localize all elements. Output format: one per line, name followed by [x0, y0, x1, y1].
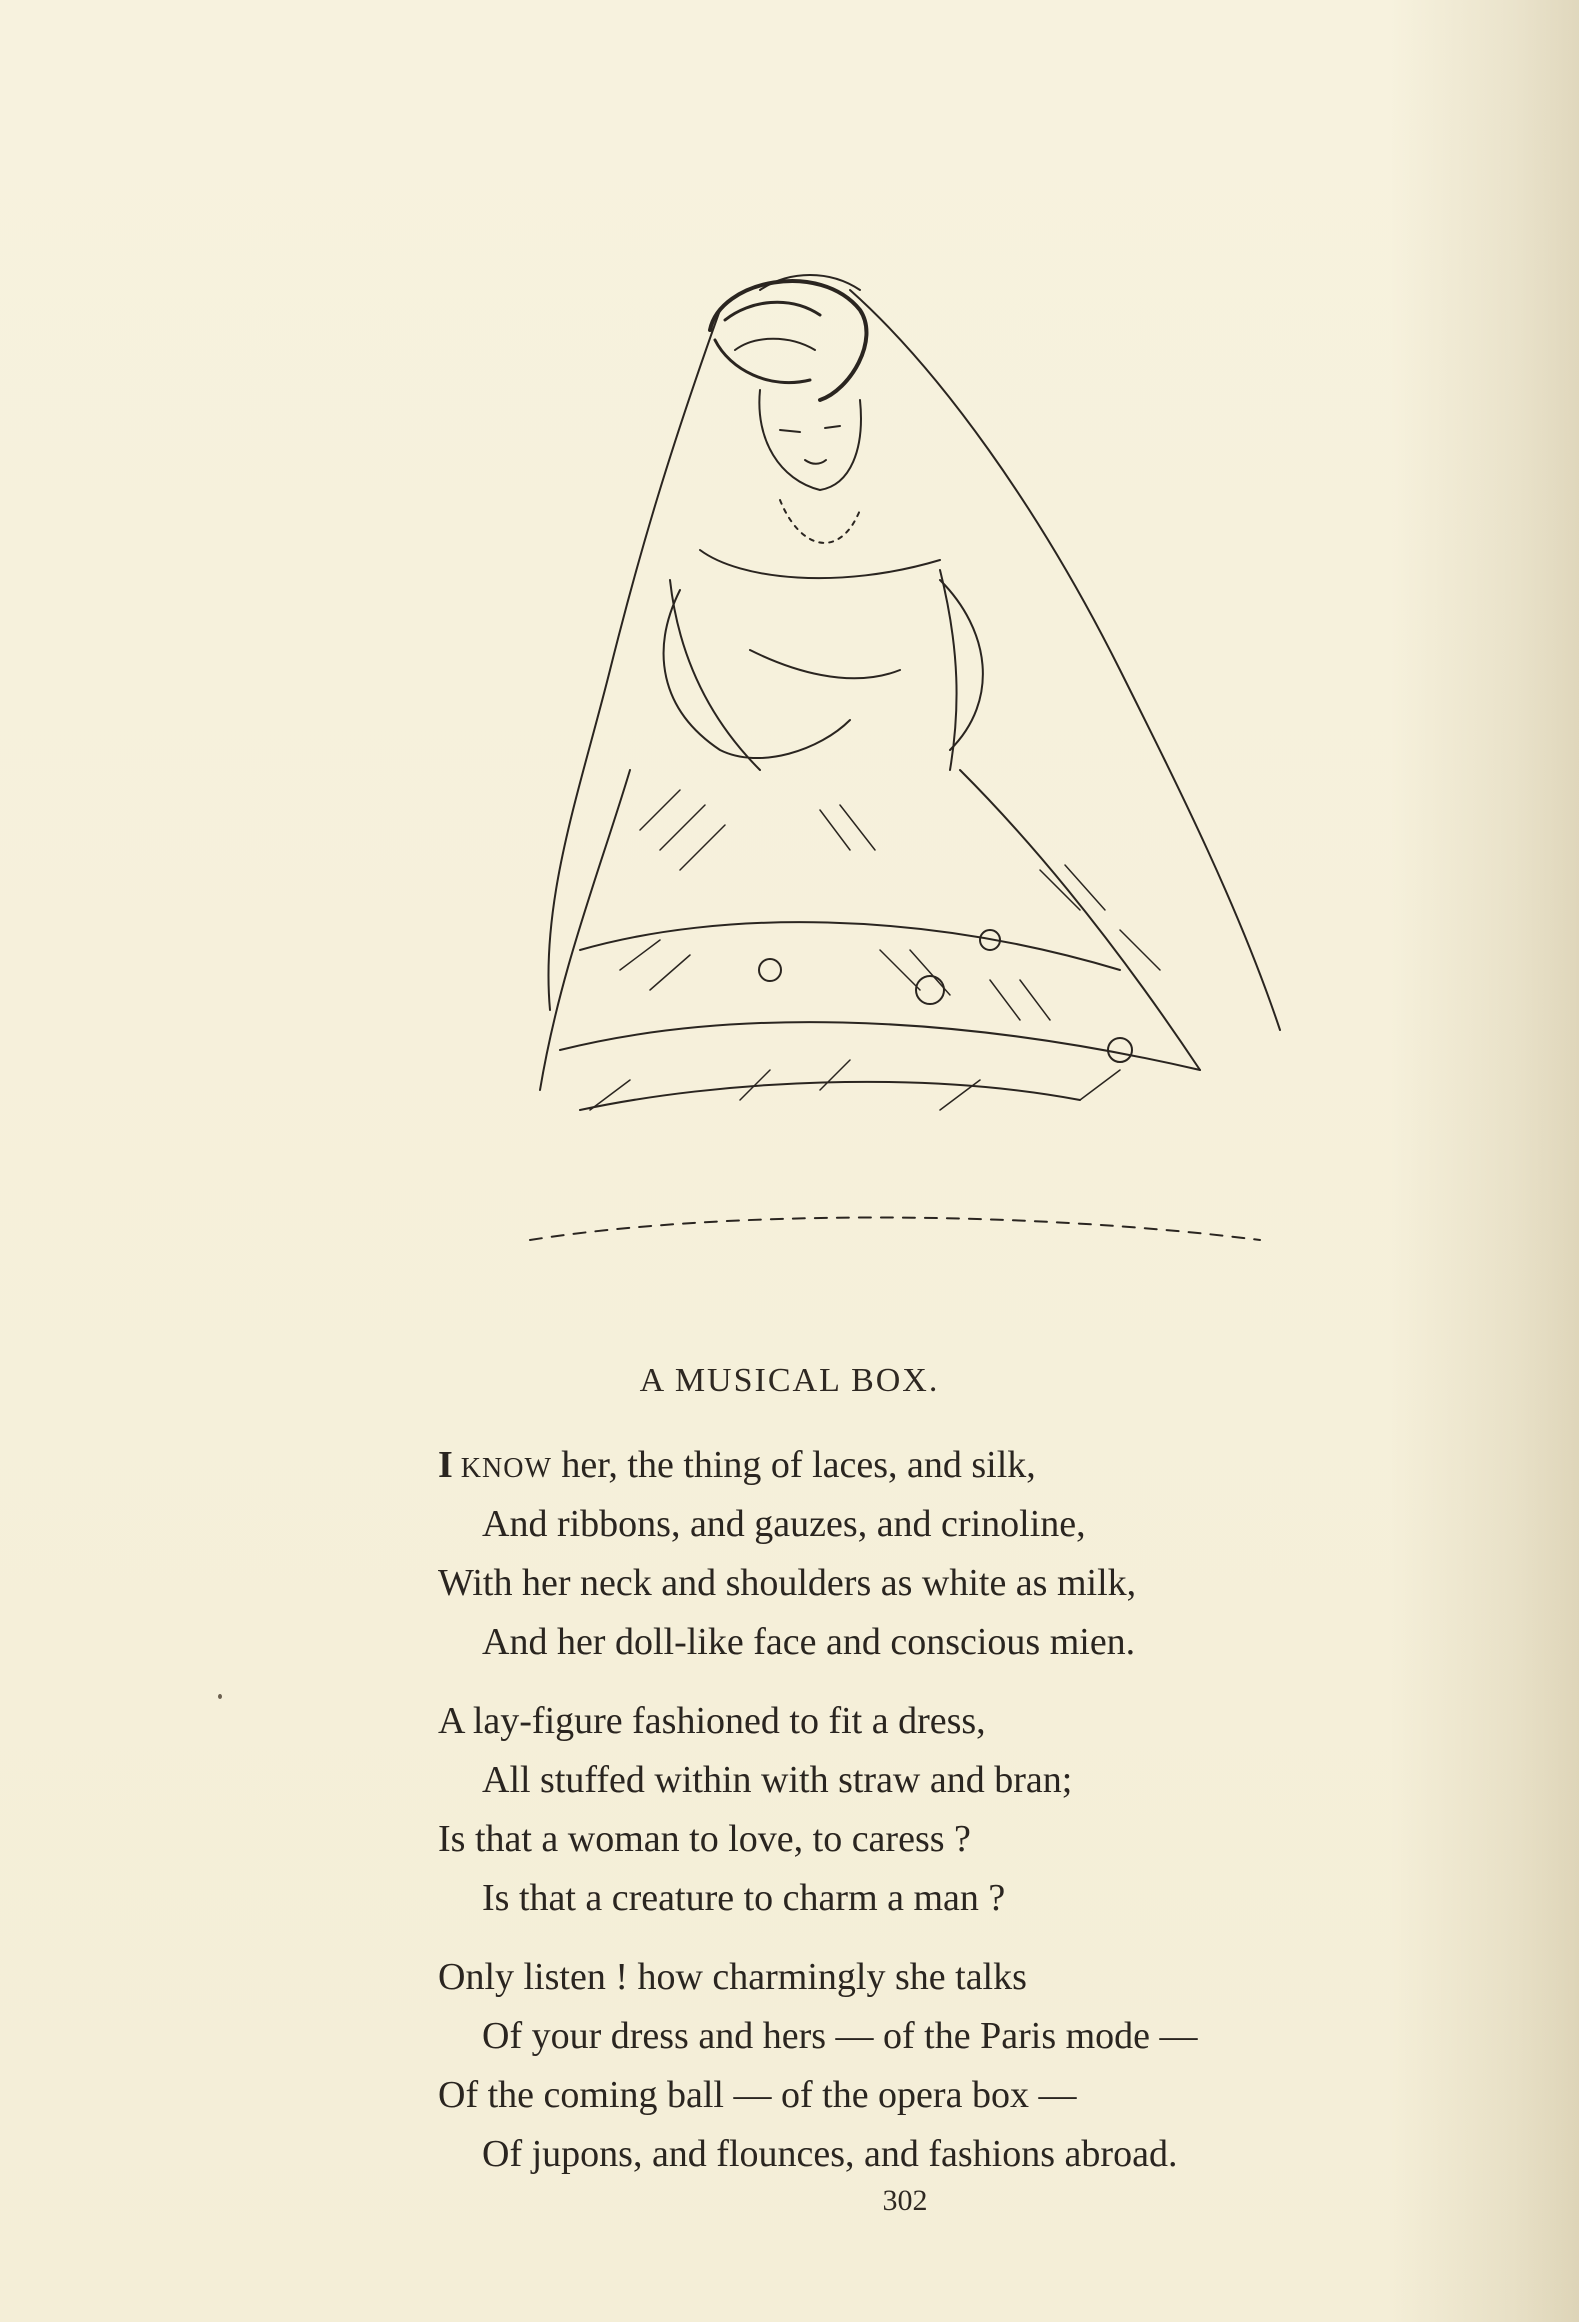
poem-line — [438, 1436, 1438, 1495]
first-word-smallcaps: KNOW — [452, 1453, 552, 1484]
veiled-woman-illustration — [520, 250, 1320, 1270]
poem-line: Only listen ! how charmingly she talks — [438, 1956, 1027, 1998]
stanza-1 — [438, 1436, 1438, 1672]
stanza-3 — [438, 1948, 1438, 2184]
poem-line: All stuffed within with straw and bran; — [482, 1759, 1073, 1801]
drop-initial: I — [438, 1444, 453, 1486]
stanza-2 — [438, 1692, 1438, 1928]
poem-line: And ribbons, and gauzes, and crinoline, — [482, 1503, 1086, 1545]
poem-line: Is that a creature to charm a man ? — [482, 1877, 1006, 1919]
poem-line: With her neck and shoulders as white as milk, — [438, 1562, 1137, 1604]
poem-line: Of the coming ball — of the opera box — — [438, 2074, 1077, 2116]
poem-line: Of jupons, and flounces, and fashions abroad. — [482, 2133, 1178, 2175]
poem-line-text: her, the thing of laces, and silk, — [551, 1444, 1036, 1486]
poem-title: A MUSICAL BOX. — [639, 1362, 940, 1399]
ink-speck — [218, 1694, 222, 1699]
poem-line: And her doll-like face and conscious mien. — [482, 1621, 1136, 1663]
poem-line: A lay-figure fashioned to fit a dress, — [438, 1700, 986, 1742]
poem-line: Of your dress and hers — of the Paris mode — — [482, 2015, 1198, 2057]
page-number: 302 — [882, 2184, 928, 2217]
poem-line: Is that a woman to love, to caress ? — [438, 1818, 971, 1860]
